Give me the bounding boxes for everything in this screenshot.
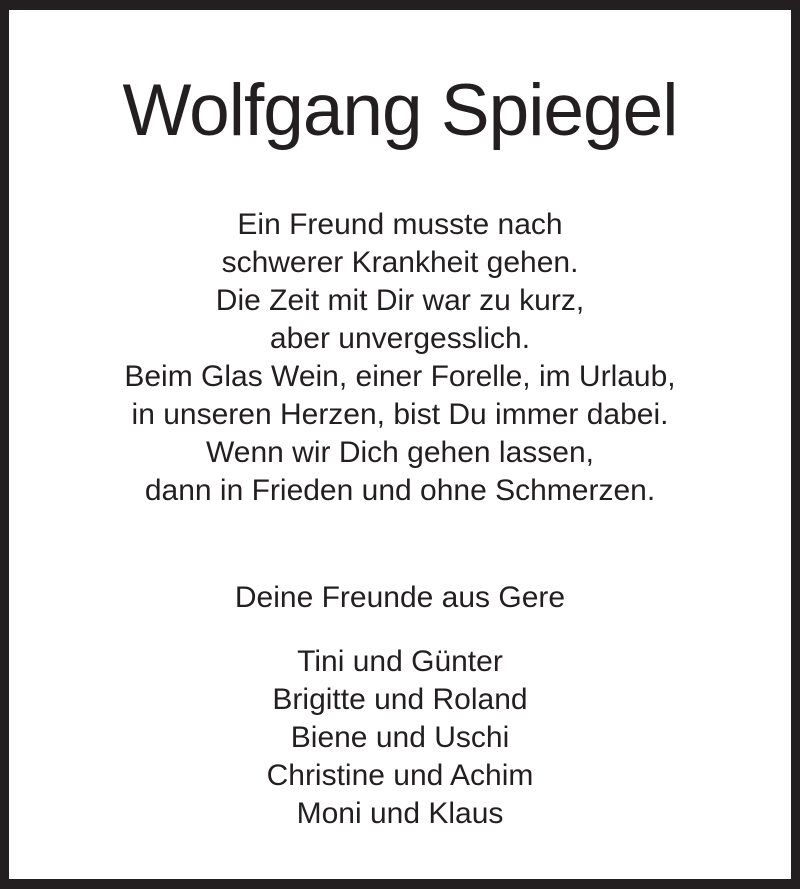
closing-line: Deine Freunde aus Gere [234,581,566,614]
mourner-name: Tini und Günter [297,645,503,678]
poem-line: Ein Freund musste nach [237,208,563,241]
poem-line: dann in Frieden und ohne Schmerzen. [144,474,656,507]
poem-line: schwerer Krankheit gehen. [221,246,579,279]
poem-line: aber unvergesslich. [269,322,531,355]
mourner-name: Brigitte und Roland [272,683,528,716]
poem-line: Die Zeit mit Dir war zu kurz, [215,284,585,317]
memorial-poem [9,206,791,510]
mourner-name: Moni und Klaus [296,797,504,830]
poem-line: in unseren Herzen, bist Du immer dabei. [131,398,669,431]
mourner-names [9,643,791,833]
mourner-name: Biene und Uschi [290,721,510,754]
deceased-name: Wolfgang Spiegel [122,70,678,151]
memorial-card [9,10,791,879]
mourner-name: Christine und Achim [266,759,534,792]
poem-line: Beim Glas Wein, einer Forelle, im Urlaub, [124,360,676,393]
poem-line: Wenn wir Dich gehen lassen, [206,436,594,469]
